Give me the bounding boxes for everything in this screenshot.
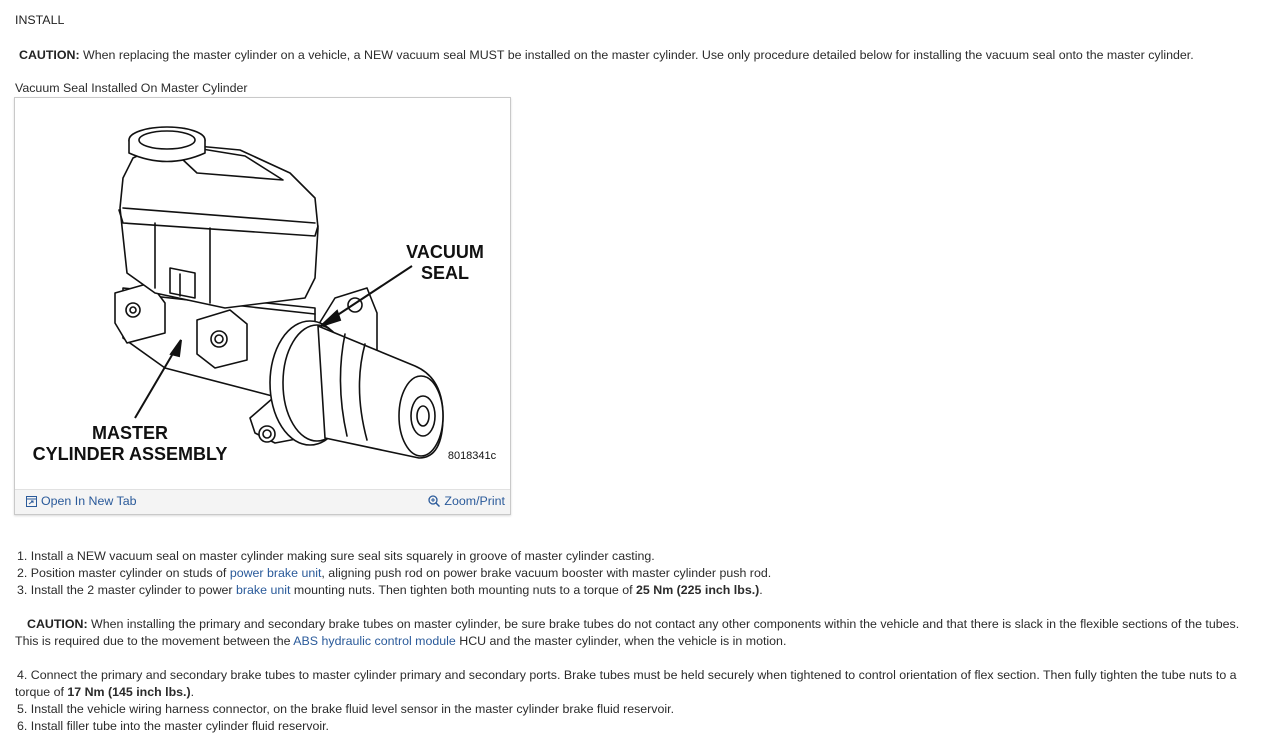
step-2: 2. Position master cylinder on studs of power brake unit, aligning push rod on power brake vacuum booster with master cylinder push rod.	[17, 566, 772, 580]
step-3: 3. Install the 2 master cylinder to power brake unit mounting nuts. Then tighten both mounting nuts to a torque of 25 Nm (225 inch lbs.).	[17, 583, 763, 597]
torque-value-2: 17 Nm (145 inch lbs.)	[67, 685, 191, 699]
open-in-new-tab-label: Open In New Tab	[41, 494, 137, 508]
zoom-icon	[428, 495, 440, 507]
zoom-print-label: Zoom/Print	[444, 494, 505, 508]
figure-caption: Vacuum Seal Installed On Master Cylinder	[15, 81, 248, 95]
caution-note-1	[19, 47, 1259, 63]
figure-toolbar	[15, 489, 510, 514]
step-5: 5. Install the vehicle wiring harness connector, on the brake fluid level sensor in the master cylinder brake fluid reservoir.	[17, 702, 675, 716]
zoom-print-link[interactable]	[428, 494, 505, 508]
open-in-new-tab-link[interactable]	[26, 494, 137, 508]
open-tab-icon	[26, 496, 37, 507]
torque-value-1: 25 Nm (225 inch lbs.)	[636, 583, 760, 597]
vacuum-seal-label-line2: SEAL	[420, 263, 470, 283]
figure-code: 8018341c	[447, 450, 497, 462]
vacuum-seal-label-line1: VACUUM	[406, 242, 484, 262]
master-cylinder-illustration	[15, 98, 510, 490]
install-steps-5-6	[17, 701, 674, 735]
caution-label-2: CAUTION:	[27, 617, 88, 631]
step-4: 4. Connect the primary and secondary brake tubes to master cylinder primary and secondary ports. Brake tubes must be held securely when tightened to control orientation of flex section. Then fully tighten the tube nuts to a torque of 17 Nm (145 inch lbs.).	[15, 668, 1237, 699]
figure-frame	[14, 97, 511, 515]
section-heading: INSTALL	[15, 13, 65, 27]
caution-label: CAUTION:	[19, 48, 80, 62]
install-steps-1-3	[17, 548, 771, 599]
power-brake-unit-link[interactable]: power brake unit	[229, 566, 322, 580]
abs-hcu-link[interactable]: ABS hydraulic control module	[293, 634, 456, 648]
master-cylinder-label-line1: MASTER	[92, 423, 168, 443]
caution-text: When replacing the master cylinder on a vehicle, a NEW vacuum seal MUST be installed on the master cylinder. Use only procedure detailed below for installing the vacuum seal onto the master cylinder.	[79, 48, 1194, 62]
master-cylinder-label-line2: CYLINDER ASSEMBLY	[32, 444, 228, 464]
brake-unit-link[interactable]: brake unit	[236, 583, 291, 597]
caution-note-2: CAUTION: When installing the primary and secondary brake tubes on master cylinder, be sure brake tubes do not contact any other components within the vehicle and that there is slack in the flexible sections of the tubes. This is required due to the movement between the ABS hydraulic control module HCU and the master cylinder, when the vehicle is in motion.	[15, 617, 1240, 648]
step-6: 6. Install filler tube into the master cylinder fluid reservoir.	[17, 719, 329, 733]
step-1: 1. Install a NEW vacuum seal on master cylinder making sure seal sits squarely in groove of master cylinder casting.	[17, 549, 655, 563]
